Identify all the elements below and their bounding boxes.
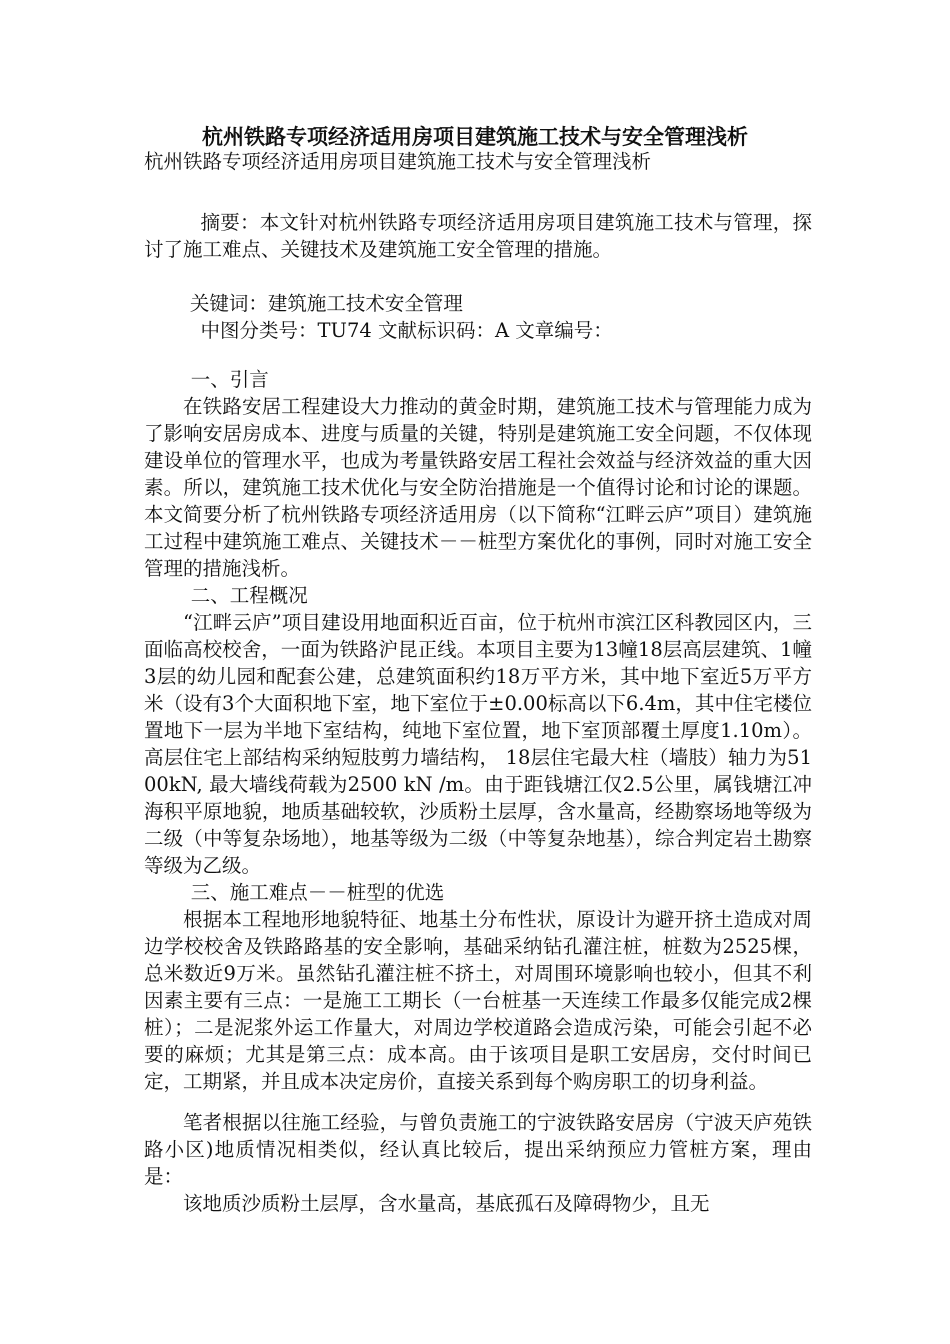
paragraph-reason: 该地质沙质粉土层厚，含水量高，基底孤石及障碍物少，且无 [183, 1192, 710, 1215]
document-title: 杭州铁路专项经济适用房项目建筑施工技术与安全管理浅析 [202, 124, 748, 149]
paragraph-difficulty: 根据本工程地形地貌特征、地基土分布性状，原设计为避开挤土造成对周边学校校舍及铁路路基的安全影响，基础采纳钻孔灌注桩，桩数为2525棵，总米数近9万米。虽然钻孔灌注桩不挤土，对周围环境影响也较小，但其不利因素主要有三点：一是施工工期长（一台桩基一天连续工作最多仅能完成2棵桩）；二是泥浆外运工作量大，对周边学校道路会造成污染，可能会引起不必要的麻烦；尤其是第三点：成本高。由于该项目是职工安居房，交付时间已定，工期紧，并且成本决定房价，直接关系到每个购房职工的切身利益。 [144, 908, 812, 1093]
paragraph-overview: “江畔云庐”项目建设用地面积近百亩，位于杭州市滨江区科教园区内，三面临高校校舍，一面为铁路沪昆正线。本项目主要为13幢18层高层建筑、1幢3层的幼儿园和配套公建，总建筑面积约18万平方米，其中地下室近5万平方米（设有3个大面积地下室，地下室位于±0.00标高以下6.4m，其中住宅楼位置地下一层为半地下室结构，纯地下室位置，地下室顶部覆土厚度1.10m）。高层住宅上部结构采纳短肢剪力墙结构， 18层住宅最大柱（墙肢）轴力为5100kN, 最大墙线荷载为2500 kN /m。由于距钱塘江仅2.5公里，属钱塘江冲海积平原地貌，地质基础较软，沙质粉土层厚，含水量高，经勘察场地等级为二级（中等复杂场地），地基等级为二级（中等复杂地基），综合判定岩土勘察等级为乙级。 [144, 611, 812, 877]
document-subtitle: 杭州铁路专项经济适用房项目建筑施工技术与安全管理浅析 [144, 150, 652, 173]
keywords: 关键词：建筑施工技术安全管理 [189, 292, 463, 315]
section-heading-introduction: 一、引言 [190, 368, 269, 391]
paragraph-introduction: 在铁路安居工程建设大力推动的黄金时期，建筑施工技术与管理能力成为了影响安居房成本、进度与质量的关键，特别是建筑施工安全问题，不仅体现建设单位的管理水平，也成为考量铁路安居工程社会效益与经济效益的重大因素。所以，建筑施工技术优化与安全防治措施是一个值得讨论和讨论的课题。本文简要分析了杭州铁路专项经济适用房（以下简称“江畔云庐”项目）建筑施工过程中建筑施工难点、关键技术－－桩型方案优化的事例，同时对施工安全管理的措施浅析。 [144, 395, 812, 580]
section-heading-overview: 二、工程概况 [190, 584, 308, 607]
paragraph-proposal: 笔者根据以往施工经验，与曾负责施工的宁波铁路安居房（宁波天庐苑铁路小区)地质情况相类似，经认真比较后，提出采纳预应力管桩方案，理由是： [144, 1111, 812, 1188]
document-body [144, 148, 812, 1217]
abstract: 摘要：本文针对杭州铁路专项经济适用房项目建筑施工技术与管理，探讨了施工难点、关键技术及建筑施工安全管理的措施。 [144, 211, 812, 261]
classification-line: 中图分类号：TU74 文献标识码：A 文章编号： [200, 319, 613, 342]
section-heading-difficulty: 三、施工难点－－桩型的优选 [190, 881, 445, 904]
